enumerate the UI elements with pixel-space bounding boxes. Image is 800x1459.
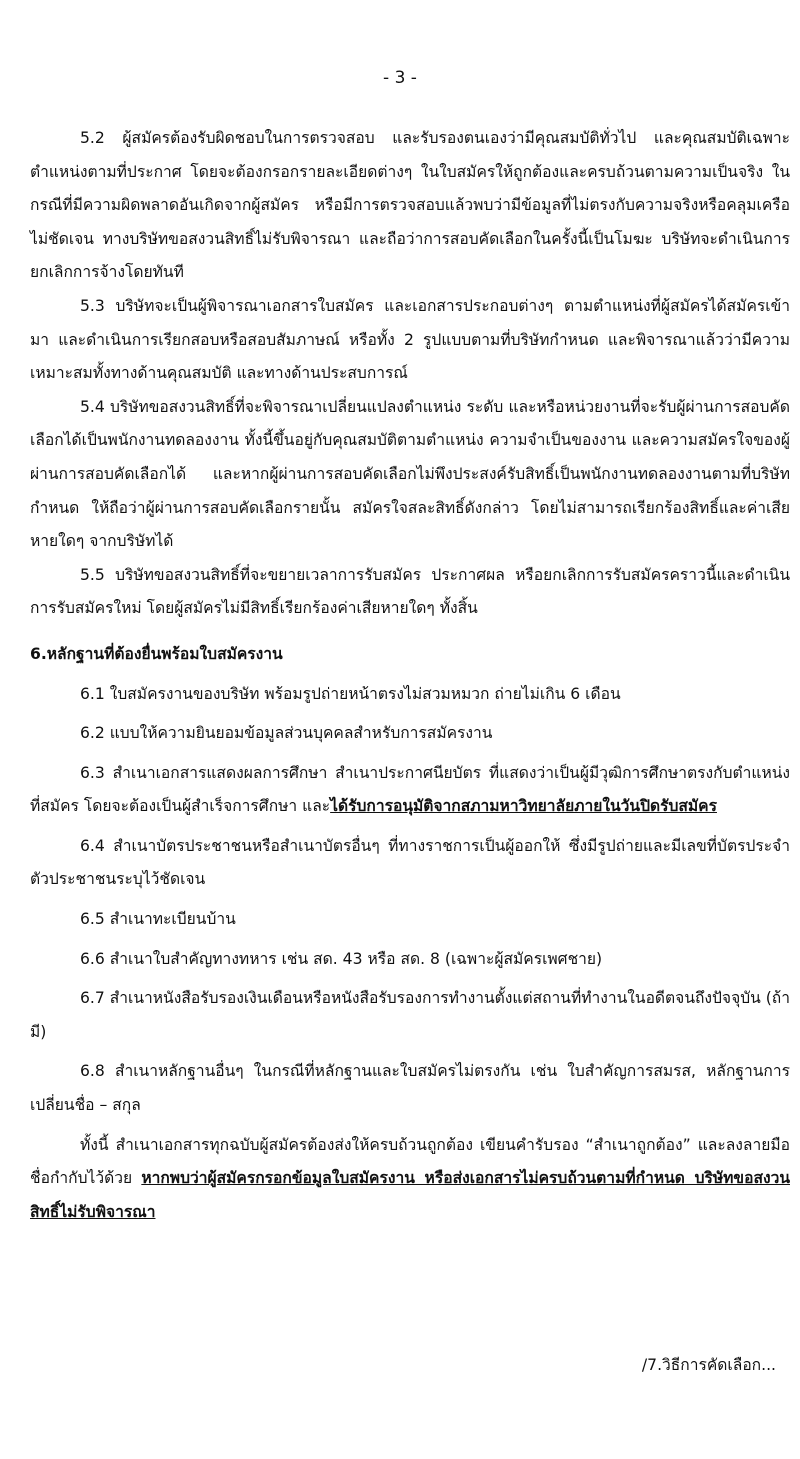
item-6-4: 6.4 สำเนาบัตรประชาชนหรือสำเนาบัตรอื่นๆ ที่ทางราชการเป็นผู้ออกให้ ซึ่งมีรูปถ่ายและมีเลขที่บัตรประจำตัวประชาชนระบุไว้ชัดเจน bbox=[30, 836, 790, 889]
paragraph-5-3: 5.3 บริษัทจะเป็นผู้พิจารณาเอกสารใบสมัคร และเอกสารประกอบต่างๆ ตามตำแหน่งที่ผู้สมัครได้สมัครเข้ามา และดำเนินการเรียกสอบหรือสอบสัมภาษณ์ หรือทั้ง 2 รูปแบบตามที่บริษัทกำหนด และพิจารณาแล้วว่ามีความเหมาะสมทั้งทางด้านคุณสมบัติ และทางด้านประสบการณ์ bbox=[30, 296, 790, 383]
page-number: - 3 - bbox=[383, 68, 417, 88]
item-6-3 bbox=[30, 757, 790, 824]
document-body bbox=[30, 122, 790, 1235]
item-6-2: 6.2 แบบให้ความยินยอมข้อมูลส่วนบุคคลสำหรับการสมัครงาน bbox=[80, 724, 493, 743]
section-6-heading: 6.หลักฐานที่ต้องยื่นพร้อมใบสมัครงาน bbox=[30, 644, 283, 663]
closing-note bbox=[30, 1129, 790, 1230]
item-6-3-text: 6.3 สำเนาเอกสารแสดงผลการศึกษา สำเนาประกาศนียบัตร ที่แสดงว่าเป็นผู้มีวุฒิการศึกษาตรงกับตำแหน่งที่สมัคร โดยจะต้องเป็นผู้สำเร็จการศึกษา และ bbox=[30, 763, 790, 816]
item-6-3-emphasis: ได้รับการอนุมัติจากสภามหาวิทยาลัยภายในวันปิดรับสมัคร bbox=[330, 797, 717, 816]
paragraph-5-2: 5.2 ผู้สมัครต้องรับผิดชอบในการตรวจสอบ และรับรองตนเองว่ามีคุณสมบัติทั่วไป และคุณสมบัติเฉพาะตำแหน่งตามที่ประกาศ โดยจะต้องกรอกรายละเอียดต่างๆ ในใบสมัครให้ถูกต้องและครบถ้วนตามความเป็นจริง ในกรณีที่มีความผิดพลาดอันเกิดจากผู้สมัคร หรือมีการตรวจสอบแล้วพบว่ามีข้อมูลที่ไม่ตรงกับความจริงหรือคลุมเครือไม่ชัดเจน ทางบริษัทขอสงวนสิทธิ์ไม่รับพิจารณา และถือว่าการสอบคัดเลือกในครั้งนี้เป็นโมฆะ บริษัทจะดำเนินการยกเลิกการจ้างโดยทันที bbox=[30, 129, 790, 282]
paragraph-5-5: 5.5 บริษัทขอสงวนสิทธิ์ที่จะขยายเวลาการรับสมัคร ประกาศผล หรือยกเลิกการรับสมัครคราวนี้และดำเนินการรับสมัครใหม่ โดยผู้สมัครไม่มีสิทธิ์เรียกร้องค่าเสียหายใดๆ ทั้งสิ้น bbox=[30, 565, 790, 618]
item-6-6: 6.6 สำเนาใบสำคัญทางทหาร เช่น สด. 43 หรือ สด. 8 (เฉพาะผู้สมัครเพศชาย) bbox=[80, 949, 603, 968]
closing-note-text: ทั้งนี้ สำเนาเอกสารทุกฉบับผู้สมัครต้องส่งให้ครบถ้วนถูกต้อง เขียนคำรับรอง “สำเนาถูกต้อง” และลงลายมือชื่อกำกับไว้ด้วย bbox=[30, 1135, 790, 1188]
item-6-5: 6.5 สำเนาทะเบียนบ้าน bbox=[80, 910, 236, 929]
item-6-1: 6.1 ใบสมัครงานของบริษัท พร้อมรูปถ่ายหน้าตรงไม่สวมหมวก ถ่ายไม่เกิน 6 เดือน bbox=[80, 684, 621, 703]
item-6-7: 6.7 สำเนาหนังสือรับรองเงินเดือนหรือหนังสือรับรองการทำงานตั้งแต่สถานที่ทำงานในอดีตจนถึงปัจจุบัน (ถ้ามี) bbox=[30, 989, 791, 1041]
next-section-reference: /7.วิธีการคัดเลือก... bbox=[641, 1356, 776, 1374]
item-6-8: 6.8 สำเนาหลักฐานอื่นๆ ในกรณีที่หลักฐานและใบสมัครไม่ตรงกัน เช่น ใบสำคัญการสมรส, หลักฐานการเปลี่ยนชื่อ – สกุล bbox=[30, 1062, 790, 1115]
closing-note-emphasis: หากพบว่าผู้สมัครกรอกข้อมูลใบสมัครงาน หรือส่งเอกสารไม่ครบถ้วนตามที่กำหนด บริษัทขอสงวนสิทธิ์ไม่รับพิจารณา bbox=[30, 1169, 790, 1221]
paragraph-5-4: 5.4 บริษัทขอสงวนสิทธิ์ที่จะพิจารณาเปลี่ยนแปลงตำแหน่ง ระดับ และหรือหน่วยงานที่จะรับผู้ผ่านการสอบคัดเลือกได้เป็นพนักงานทดลองงาน ทั้งนี้ขึ้นอยู่กับคุณสมบัติตามตำแหน่ง ความจำเป็นของงาน และความสมัครใจของผู้ผ่านการสอบคัดเลือกได้ และหากผู้ผ่านการสอบคัดเลือกไม่พึงประสงค์รับสิทธิ์เป็นพนักงานทดลองงานตามที่บริษัทกำหนด ให้ถือว่าผู้ผ่านการสอบคัดเลือกรายนั้น สมัครใจสละสิทธิ์ดังกล่าว โดยไม่สามารถเรียกร้องสิทธิ์และค่าเสียหายใดๆ จากบริษัทได้ bbox=[30, 397, 790, 551]
